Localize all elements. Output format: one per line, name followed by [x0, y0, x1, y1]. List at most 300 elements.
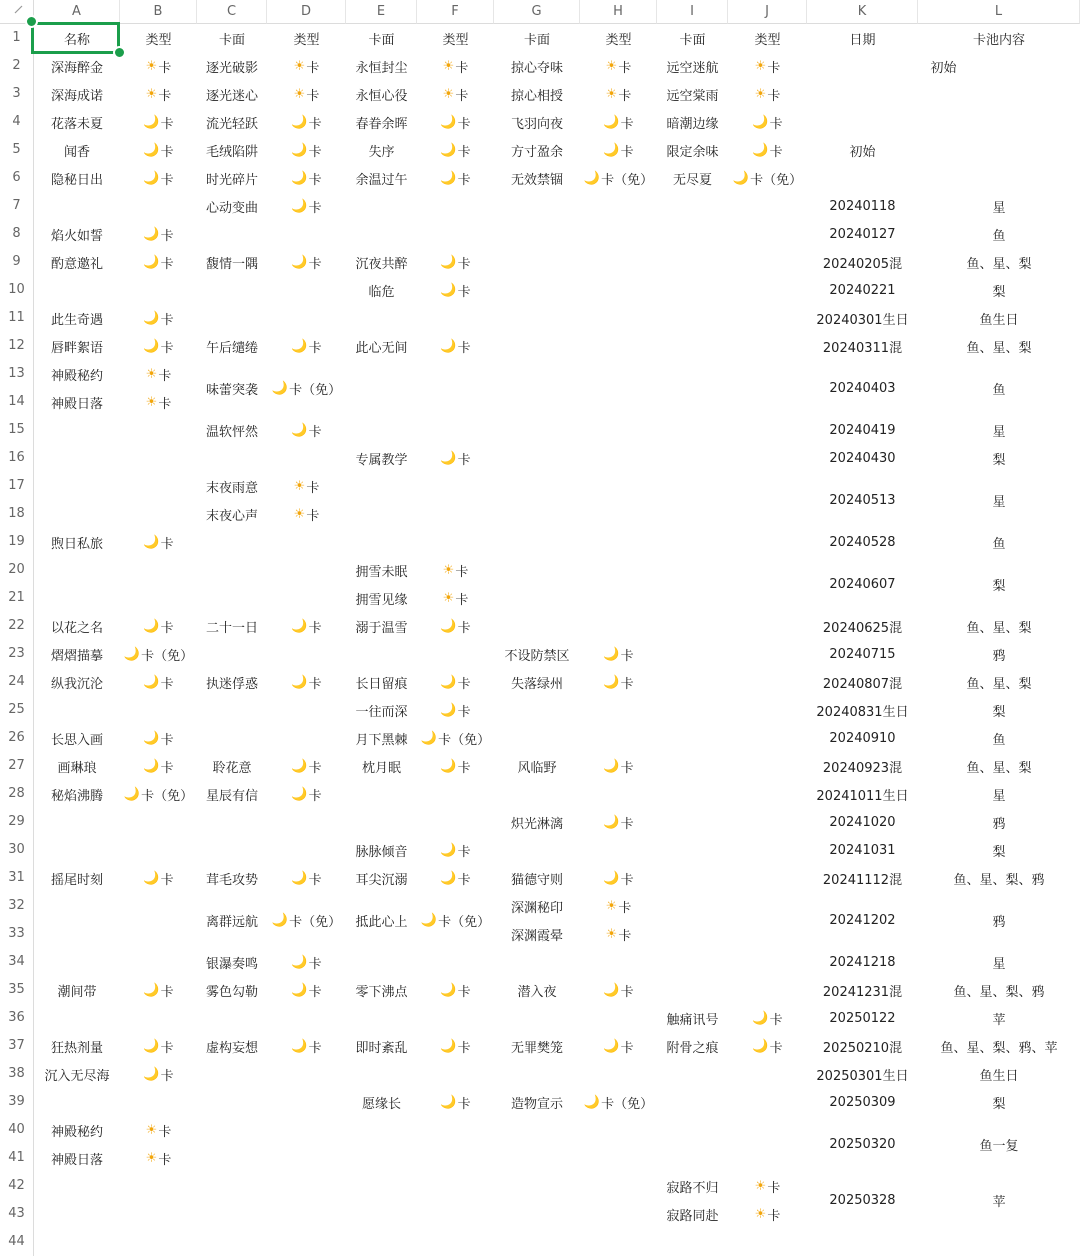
cell-b28[interactable]: [120, 780, 197, 808]
cell-h32[interactable]: [580, 892, 657, 920]
column-header-a[interactable]: A: [34, 0, 120, 24]
cell-b4[interactable]: [120, 108, 197, 136]
cell-k42[interactable]: [807, 1172, 918, 1228]
cell-f2[interactable]: [417, 52, 494, 80]
row-header-29[interactable]: 29: [0, 808, 34, 836]
cell-a19[interactable]: [34, 528, 120, 556]
cell-e25[interactable]: [346, 696, 417, 724]
cell-b19[interactable]: [120, 528, 197, 556]
cell-a13[interactable]: [34, 360, 120, 388]
cell-a40[interactable]: [34, 1116, 120, 1144]
cell-l30[interactable]: [918, 836, 1080, 864]
cell-b27[interactable]: [120, 752, 197, 780]
cell-c24[interactable]: [197, 668, 267, 696]
row-header-12[interactable]: 12: [0, 332, 34, 360]
cell-j42[interactable]: [728, 1172, 807, 1200]
cell-e6[interactable]: [346, 164, 417, 192]
row-header-39[interactable]: 39: [0, 1088, 34, 1116]
cell-e2[interactable]: [346, 52, 417, 80]
cell-j2[interactable]: [728, 52, 807, 80]
cell-l42[interactable]: [918, 1172, 1080, 1228]
cell-l38[interactable]: [918, 1060, 1080, 1088]
cell-l16[interactable]: [918, 444, 1080, 472]
column-header-f[interactable]: F: [417, 0, 494, 24]
row-header-2[interactable]: 2: [0, 52, 34, 80]
cell-i4[interactable]: [657, 108, 728, 136]
cell-b3[interactable]: [120, 80, 197, 108]
cell-d24[interactable]: [267, 668, 346, 696]
cell-g23[interactable]: [494, 640, 580, 668]
cell-d37[interactable]: [267, 1032, 346, 1060]
row-header-1[interactable]: 1: [0, 24, 34, 52]
cell-l17[interactable]: [918, 472, 1080, 528]
row-header-6[interactable]: 6: [0, 164, 34, 192]
cell-e22[interactable]: [346, 612, 417, 640]
cell-k28[interactable]: [807, 780, 918, 808]
header-cell-j[interactable]: [728, 24, 807, 52]
cell-d2[interactable]: [267, 52, 346, 80]
cell-f6[interactable]: [417, 164, 494, 192]
cell-c28[interactable]: [197, 780, 267, 808]
cell-h2[interactable]: [580, 52, 657, 80]
cell-b11[interactable]: [120, 304, 197, 332]
cell-g6[interactable]: [494, 164, 580, 192]
cell-e12[interactable]: [346, 332, 417, 360]
cell-h37[interactable]: [580, 1032, 657, 1060]
cell-g2[interactable]: [494, 52, 580, 80]
cell-l37[interactable]: [918, 1032, 1080, 1060]
row-header-38[interactable]: 38: [0, 1060, 34, 1088]
row-header-43[interactable]: 43: [0, 1200, 34, 1228]
cell-l22[interactable]: [918, 612, 1080, 640]
header-cell-f[interactable]: [417, 24, 494, 52]
cell-i6[interactable]: [657, 164, 728, 192]
cell-k10[interactable]: [807, 276, 918, 304]
cell-i42[interactable]: [657, 1172, 728, 1200]
cell-d28[interactable]: [267, 780, 346, 808]
cell-d7[interactable]: [267, 192, 346, 220]
cell-k8[interactable]: [807, 220, 918, 248]
header-cell-k[interactable]: [807, 24, 918, 52]
row-header-33[interactable]: 33: [0, 920, 34, 948]
cell-c4[interactable]: [197, 108, 267, 136]
cell-b24[interactable]: [120, 668, 197, 696]
cell-f9[interactable]: [417, 248, 494, 276]
cell-a2[interactable]: [34, 52, 120, 80]
cell-k20[interactable]: [807, 556, 918, 612]
cell-l19[interactable]: [918, 528, 1080, 556]
cell-l40[interactable]: [918, 1116, 1080, 1172]
cell-j36[interactable]: [728, 1004, 807, 1032]
cell-l23[interactable]: [918, 640, 1080, 668]
row-header-15[interactable]: 15: [0, 416, 34, 444]
cell-k36[interactable]: [807, 1004, 918, 1032]
cell-k35[interactable]: [807, 976, 918, 1004]
cell-b13[interactable]: [120, 360, 197, 388]
row-header-19[interactable]: 19: [0, 528, 34, 556]
cell-k23[interactable]: [807, 640, 918, 668]
row-header-22[interactable]: 22: [0, 612, 34, 640]
cell-f25[interactable]: [417, 696, 494, 724]
cell-f22[interactable]: [417, 612, 494, 640]
cell-l25[interactable]: [918, 696, 1080, 724]
cell-b31[interactable]: [120, 864, 197, 892]
cell-a26[interactable]: [34, 724, 120, 752]
cell-c6[interactable]: [197, 164, 267, 192]
cell-a35[interactable]: [34, 976, 120, 1004]
cell-k40[interactable]: [807, 1116, 918, 1172]
row-header-16[interactable]: 16: [0, 444, 34, 472]
cell-g39[interactable]: [494, 1088, 580, 1116]
cell-k24[interactable]: [807, 668, 918, 696]
cell-l28[interactable]: [918, 780, 1080, 808]
header-cell-b[interactable]: [120, 24, 197, 52]
cell-f30[interactable]: [417, 836, 494, 864]
cell-c5[interactable]: [197, 136, 267, 164]
column-header-i[interactable]: I: [657, 0, 728, 24]
cell-f21[interactable]: [417, 584, 494, 612]
cell-c17[interactable]: [197, 472, 267, 500]
row-header-5[interactable]: 5: [0, 136, 34, 164]
cell-a38[interactable]: [34, 1060, 120, 1088]
cell-b12[interactable]: [120, 332, 197, 360]
header-cell-h[interactable]: [580, 24, 657, 52]
cell-e16[interactable]: [346, 444, 417, 472]
row-header-13[interactable]: 13: [0, 360, 34, 388]
row-header-10[interactable]: 10: [0, 276, 34, 304]
cell-c35[interactable]: [197, 976, 267, 1004]
row-header-42[interactable]: 42: [0, 1172, 34, 1200]
cell-c32[interactable]: [197, 892, 267, 948]
cell-c13[interactable]: [197, 360, 267, 416]
cell-a41[interactable]: [34, 1144, 120, 1172]
cell-a24[interactable]: [34, 668, 120, 696]
cell-k34[interactable]: [807, 948, 918, 976]
cell-e39[interactable]: [346, 1088, 417, 1116]
cell-b37[interactable]: [120, 1032, 197, 1060]
header-cell-g[interactable]: [494, 24, 580, 52]
cell-l9[interactable]: [918, 248, 1080, 276]
column-header-j[interactable]: J: [728, 0, 807, 24]
cell-e37[interactable]: [346, 1032, 417, 1060]
cell-f39[interactable]: [417, 1088, 494, 1116]
cell-i36[interactable]: [657, 1004, 728, 1032]
cell-c7[interactable]: [197, 192, 267, 220]
column-header-g[interactable]: G: [494, 0, 580, 24]
cell-l36[interactable]: [918, 1004, 1080, 1032]
cell-d34[interactable]: [267, 948, 346, 976]
row-header-3[interactable]: 3: [0, 80, 34, 108]
header-cell-l[interactable]: [918, 24, 1080, 52]
cell-f31[interactable]: [417, 864, 494, 892]
row-header-35[interactable]: 35: [0, 976, 34, 1004]
cell-i2[interactable]: [657, 52, 728, 80]
cell-a11[interactable]: [34, 304, 120, 332]
cell-k12[interactable]: [807, 332, 918, 360]
cell-j4[interactable]: [728, 108, 807, 136]
cell-a22[interactable]: [34, 612, 120, 640]
header-cell-c[interactable]: [197, 24, 267, 52]
cell-l32[interactable]: [918, 892, 1080, 948]
cell-d13[interactable]: [267, 360, 346, 416]
cell-k7[interactable]: [807, 192, 918, 220]
row-header-4[interactable]: 4: [0, 108, 34, 136]
cell-b22[interactable]: [120, 612, 197, 640]
cell-c2[interactable]: [197, 52, 267, 80]
column-header-c[interactable]: C: [197, 0, 267, 24]
header-cell-d[interactable]: [267, 24, 346, 52]
cell-f4[interactable]: [417, 108, 494, 136]
cell-k26[interactable]: [807, 724, 918, 752]
cell-a4[interactable]: [34, 108, 120, 136]
row-header-41[interactable]: 41: [0, 1144, 34, 1172]
row-header-18[interactable]: 18: [0, 500, 34, 528]
cell-a14[interactable]: [34, 388, 120, 416]
cell-a37[interactable]: [34, 1032, 120, 1060]
row-header-31[interactable]: 31: [0, 864, 34, 892]
cell-e21[interactable]: [346, 584, 417, 612]
header-cell-a[interactable]: [34, 24, 120, 52]
cell-a5[interactable]: [34, 136, 120, 164]
cell-h4[interactable]: [580, 108, 657, 136]
cell-f5[interactable]: [417, 136, 494, 164]
cell-c22[interactable]: [197, 612, 267, 640]
cell-h5[interactable]: [580, 136, 657, 164]
cell-i37[interactable]: [657, 1032, 728, 1060]
cell-k22[interactable]: [807, 612, 918, 640]
cell-e35[interactable]: [346, 976, 417, 1004]
cell-d17[interactable]: [267, 472, 346, 500]
cell-b6[interactable]: [120, 164, 197, 192]
cell-h35[interactable]: [580, 976, 657, 1004]
cell-e4[interactable]: [346, 108, 417, 136]
column-header-d[interactable]: D: [267, 0, 346, 24]
selection-handle-bottom-right[interactable]: [113, 46, 126, 59]
cell-k39[interactable]: [807, 1088, 918, 1116]
cell-l10[interactable]: [918, 276, 1080, 304]
column-header-l[interactable]: L: [918, 0, 1080, 24]
cell-k2[interactable]: [807, 52, 1080, 80]
cell-k19[interactable]: [807, 528, 918, 556]
column-header-e[interactable]: E: [346, 0, 417, 24]
cell-g4[interactable]: [494, 108, 580, 136]
cell-f24[interactable]: [417, 668, 494, 696]
cell-i5[interactable]: [657, 136, 728, 164]
cell-j37[interactable]: [728, 1032, 807, 1060]
row-header-11[interactable]: 11: [0, 304, 34, 332]
row-header-28[interactable]: 28: [0, 780, 34, 808]
cell-e27[interactable]: [346, 752, 417, 780]
cell-k9[interactable]: [807, 248, 918, 276]
cell-b40[interactable]: [120, 1116, 197, 1144]
cell-l27[interactable]: [918, 752, 1080, 780]
cell-h31[interactable]: [580, 864, 657, 892]
cell-l8[interactable]: [918, 220, 1080, 248]
cell-k25[interactable]: [807, 696, 918, 724]
row-header-32[interactable]: 32: [0, 892, 34, 920]
cell-l39[interactable]: [918, 1088, 1080, 1116]
cell-l24[interactable]: [918, 668, 1080, 696]
cell-c27[interactable]: [197, 752, 267, 780]
cell-a12[interactable]: [34, 332, 120, 360]
cell-j6[interactable]: [728, 164, 807, 192]
cell-l13[interactable]: [918, 360, 1080, 416]
cell-d3[interactable]: [267, 80, 346, 108]
row-header-27[interactable]: 27: [0, 752, 34, 780]
column-header-k[interactable]: K: [807, 0, 918, 24]
cell-c15[interactable]: [197, 416, 267, 444]
cell-d32[interactable]: [267, 892, 346, 948]
cell-c34[interactable]: [197, 948, 267, 976]
cell-k32[interactable]: [807, 892, 918, 948]
row-header-9[interactable]: 9: [0, 248, 34, 276]
cell-g29[interactable]: [494, 808, 580, 836]
cell-h27[interactable]: [580, 752, 657, 780]
cell-b2[interactable]: [120, 52, 197, 80]
cell-l26[interactable]: [918, 724, 1080, 752]
cell-g31[interactable]: [494, 864, 580, 892]
cell-k13[interactable]: [807, 360, 918, 416]
cell-k31[interactable]: [807, 864, 918, 892]
cell-h3[interactable]: [580, 80, 657, 108]
cell-g37[interactable]: [494, 1032, 580, 1060]
cell-e20[interactable]: [346, 556, 417, 584]
cell-c3[interactable]: [197, 80, 267, 108]
cell-i43[interactable]: [657, 1200, 728, 1228]
cell-l35[interactable]: [918, 976, 1080, 1004]
cell-b8[interactable]: [120, 220, 197, 248]
cell-e31[interactable]: [346, 864, 417, 892]
cell-k29[interactable]: [807, 808, 918, 836]
header-cell-i[interactable]: [657, 24, 728, 52]
cell-g32[interactable]: [494, 892, 580, 920]
cell-a9[interactable]: [34, 248, 120, 276]
cell-e30[interactable]: [346, 836, 417, 864]
cell-j5[interactable]: [728, 136, 807, 164]
cell-h23[interactable]: [580, 640, 657, 668]
cell-a23[interactable]: [34, 640, 120, 668]
cell-b5[interactable]: [120, 136, 197, 164]
cell-a8[interactable]: [34, 220, 120, 248]
row-header-21[interactable]: 21: [0, 584, 34, 612]
cell-k38[interactable]: [807, 1060, 918, 1088]
cell-i3[interactable]: [657, 80, 728, 108]
cell-f35[interactable]: [417, 976, 494, 1004]
cell-g35[interactable]: [494, 976, 580, 1004]
row-header-7[interactable]: 7: [0, 192, 34, 220]
cell-f20[interactable]: [417, 556, 494, 584]
cell-g33[interactable]: [494, 920, 580, 948]
cell-c12[interactable]: [197, 332, 267, 360]
selection-handle-top-left[interactable]: [25, 15, 38, 28]
cell-l20[interactable]: [918, 556, 1080, 612]
cell-d9[interactable]: [267, 248, 346, 276]
cell-h29[interactable]: [580, 808, 657, 836]
column-header-h[interactable]: H: [580, 0, 657, 24]
row-header-36[interactable]: 36: [0, 1004, 34, 1032]
cell-f10[interactable]: [417, 276, 494, 304]
cell-h39[interactable]: [580, 1088, 657, 1116]
cell-d12[interactable]: [267, 332, 346, 360]
cell-l7[interactable]: [918, 192, 1080, 220]
cell-c18[interactable]: [197, 500, 267, 528]
cell-k30[interactable]: [807, 836, 918, 864]
cell-b26[interactable]: [120, 724, 197, 752]
cell-e10[interactable]: [346, 276, 417, 304]
row-header-25[interactable]: 25: [0, 696, 34, 724]
cell-k5[interactable]: [807, 136, 918, 164]
row-header-44[interactable]: 44: [0, 1228, 34, 1256]
cell-k17[interactable]: [807, 472, 918, 528]
cell-c37[interactable]: [197, 1032, 267, 1060]
cell-f27[interactable]: [417, 752, 494, 780]
row-header-8[interactable]: 8: [0, 220, 34, 248]
cell-e26[interactable]: [346, 724, 417, 752]
cell-g3[interactable]: [494, 80, 580, 108]
cell-l31[interactable]: [918, 864, 1080, 892]
row-header-40[interactable]: 40: [0, 1116, 34, 1144]
cell-l15[interactable]: [918, 416, 1080, 444]
cell-b9[interactable]: [120, 248, 197, 276]
cell-k27[interactable]: [807, 752, 918, 780]
cell-l34[interactable]: [918, 948, 1080, 976]
cell-h24[interactable]: [580, 668, 657, 696]
row-header-20[interactable]: 20: [0, 556, 34, 584]
cell-b41[interactable]: [120, 1144, 197, 1172]
header-cell-e[interactable]: [346, 24, 417, 52]
cell-a28[interactable]: [34, 780, 120, 808]
column-header-b[interactable]: B: [120, 0, 197, 24]
cell-d4[interactable]: [267, 108, 346, 136]
cell-b35[interactable]: [120, 976, 197, 1004]
row-header-34[interactable]: 34: [0, 948, 34, 976]
cell-a3[interactable]: [34, 80, 120, 108]
cell-g27[interactable]: [494, 752, 580, 780]
cell-l29[interactable]: [918, 808, 1080, 836]
cell-b38[interactable]: [120, 1060, 197, 1088]
cell-g24[interactable]: [494, 668, 580, 696]
row-header-24[interactable]: 24: [0, 668, 34, 696]
cell-a6[interactable]: [34, 164, 120, 192]
cell-d35[interactable]: [267, 976, 346, 1004]
cell-e3[interactable]: [346, 80, 417, 108]
cell-e9[interactable]: [346, 248, 417, 276]
cell-b23[interactable]: [120, 640, 197, 668]
cell-d22[interactable]: [267, 612, 346, 640]
cell-e32[interactable]: [346, 892, 417, 948]
cell-d6[interactable]: [267, 164, 346, 192]
row-header-26[interactable]: 26: [0, 724, 34, 752]
cell-e5[interactable]: [346, 136, 417, 164]
row-header-23[interactable]: 23: [0, 640, 34, 668]
cell-j3[interactable]: [728, 80, 807, 108]
cell-f16[interactable]: [417, 444, 494, 472]
cell-l12[interactable]: [918, 332, 1080, 360]
cell-c9[interactable]: [197, 248, 267, 276]
cell-h33[interactable]: [580, 920, 657, 948]
cell-d18[interactable]: [267, 500, 346, 528]
cell-e24[interactable]: [346, 668, 417, 696]
cell-h6[interactable]: [580, 164, 657, 192]
row-header-17[interactable]: 17: [0, 472, 34, 500]
cell-j43[interactable]: [728, 1200, 807, 1228]
row-header-30[interactable]: 30: [0, 836, 34, 864]
cell-d15[interactable]: [267, 416, 346, 444]
cell-k15[interactable]: [807, 416, 918, 444]
cell-k37[interactable]: [807, 1032, 918, 1060]
cell-f12[interactable]: [417, 332, 494, 360]
cell-f3[interactable]: [417, 80, 494, 108]
